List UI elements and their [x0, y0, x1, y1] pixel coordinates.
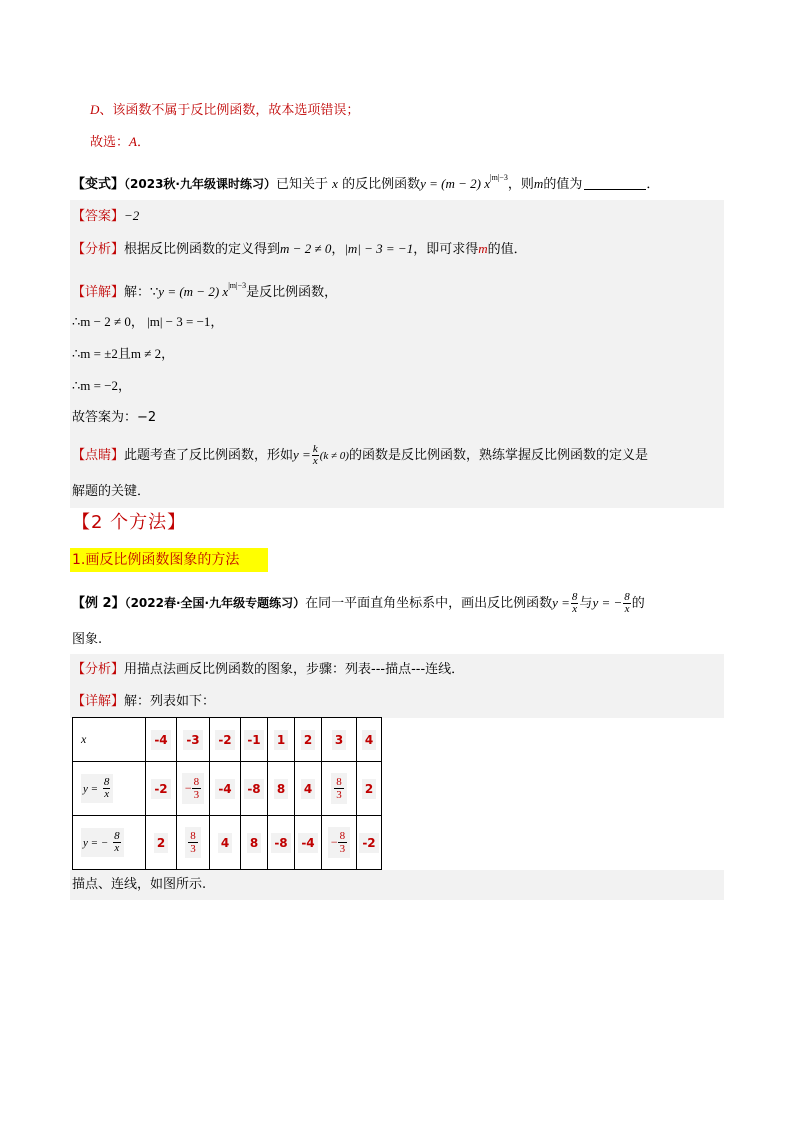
example-f2-num: 8 [624, 591, 630, 603]
table-cell [210, 718, 241, 762]
y2-value-sign: − [330, 835, 338, 849]
variant-var-x: x [332, 176, 338, 191]
final-answer: 故答案为：−2 [72, 410, 157, 425]
analysis-text2: ，即可求得 [413, 242, 479, 257]
analysis-eq2: |m| − 3 = −1 [344, 241, 414, 256]
variant-question [72, 168, 659, 195]
table-cell [177, 718, 210, 762]
x-value: -3 [183, 730, 202, 750]
answer-choice: A [129, 134, 137, 149]
option-d-line [90, 100, 359, 121]
detail-line [72, 276, 337, 303]
example-end1: 的 [631, 596, 645, 611]
point-fraction [312, 444, 319, 467]
y2-value-num: 8 [339, 830, 346, 842]
option-d-label: D [90, 102, 100, 117]
y1-value-sign: − [184, 781, 192, 795]
y2-value-den: 3 [190, 843, 196, 855]
point-den: x [312, 455, 318, 467]
step-2: ∴m = ±2且m ≠ 2， [72, 346, 175, 361]
y2-value: -2 [359, 833, 378, 853]
example-mid: 与 [579, 596, 593, 611]
table-x-label: x [81, 732, 87, 746]
table-cell [177, 762, 210, 816]
answer-prefix: 故选： [90, 135, 130, 150]
y2-label-lhs: y = − [83, 837, 109, 849]
y2-label-box [81, 828, 124, 857]
y2-value-den: 3 [339, 843, 346, 855]
y2-value-fraction-box [328, 827, 350, 858]
variant-text3: ，则 [507, 177, 534, 192]
table-cell [146, 816, 177, 870]
table-cell [357, 762, 382, 816]
analysis-eq1: m − 2 ≠ 0 [280, 241, 332, 256]
y1-value-fraction [334, 776, 344, 801]
variant-text1: 已知关于 [275, 177, 328, 192]
x-value: 1 [274, 730, 288, 750]
y1-label-num: 8 [103, 776, 110, 788]
table-cell [241, 718, 268, 762]
table-cell [210, 762, 241, 816]
variant-exponent: |m|−3 [489, 173, 508, 182]
point-tag: 【点睛】 [72, 448, 125, 463]
y2-value: 4 [218, 833, 232, 853]
detail-formula: y = (m − 2) x [158, 284, 229, 299]
example-f1-fraction [571, 592, 579, 615]
analysis-line [72, 239, 527, 260]
table-cell [295, 762, 322, 816]
analysis-text1: 根据反比例函数的定义得到 [124, 242, 281, 257]
detail-text1: 解：∵ [124, 285, 159, 300]
y2-value: -8 [271, 833, 290, 853]
analysis-tag: 【分析】 [72, 242, 125, 257]
answer-blank [584, 177, 646, 190]
answer-value: −2 [124, 208, 140, 223]
y1-label-fraction [103, 777, 111, 800]
variant-source: （2023秋·九年级课时练习） [124, 177, 276, 191]
section-heading: 【2 个方法】 [72, 512, 187, 533]
y1-value: -4 [215, 779, 234, 799]
y2-label-num: 8 [114, 830, 120, 842]
y1-label-lhs: y = [83, 783, 99, 795]
closing-text: 描点、连线，如图所示. [72, 877, 207, 892]
point-cond: (k ≠ 0) [319, 450, 349, 462]
y2-value-num: 8 [190, 830, 196, 842]
answer-line [72, 206, 139, 227]
table-cell [268, 762, 295, 816]
table-cell [268, 816, 295, 870]
x-value: -1 [244, 730, 263, 750]
detail-tag: 【详解】 [72, 285, 125, 300]
table-cell [146, 762, 177, 816]
variant-var-m: m [533, 176, 544, 191]
y1-value-fraction [192, 776, 202, 801]
example-detail-tag: 【详解】 [72, 694, 125, 709]
analysis-sep: ， [331, 242, 345, 257]
example-question-line2: 图象. [72, 632, 103, 647]
x-value: 4 [362, 730, 376, 750]
y2-value: -4 [298, 833, 317, 853]
example-f2-den: x [624, 603, 630, 615]
example-source: （2022春·全国·九年级专题练习） [124, 596, 306, 610]
y2-value: 2 [154, 833, 168, 853]
table-header-y1 [73, 762, 146, 816]
table-cell [295, 718, 322, 762]
answer-end: ． [136, 135, 150, 150]
variant-end: ． [646, 177, 660, 192]
table-header-x [73, 718, 146, 762]
table-cell [322, 718, 357, 762]
table-cell [357, 718, 382, 762]
y2-value-fraction-box [185, 827, 201, 858]
example-analysis-tag: 【分析】 [72, 662, 125, 677]
point-num: k [312, 443, 318, 455]
y2-label-den: x [114, 842, 120, 854]
table-header-y2 [73, 816, 146, 870]
table-row-y1 [73, 762, 382, 816]
table-row-y2 [73, 816, 382, 870]
step-3: ∴m = −2， [72, 378, 132, 393]
variant-text4: 的值为 [543, 177, 583, 192]
y1-value: -8 [244, 779, 263, 799]
y1-label-den: x [104, 788, 110, 800]
analysis-var: m [478, 241, 488, 256]
table-cell [210, 816, 241, 870]
table-cell [241, 762, 268, 816]
answer-tag: 【答案】 [72, 209, 125, 224]
y1-value: -2 [151, 779, 170, 799]
analysis-text3: 的值． [487, 242, 527, 257]
example-text1: 在同一平面直角坐标系中，画出反比例函数 [305, 596, 553, 611]
detail-exponent: |m|−3 [228, 281, 247, 290]
y1-value-den: 3 [336, 789, 342, 801]
table-cell [357, 816, 382, 870]
variant-tag: 【变式】 [72, 177, 125, 192]
y2-value-fraction [188, 830, 198, 855]
y1-label-box [81, 774, 113, 803]
table-cell [268, 718, 295, 762]
table-cell [295, 816, 322, 870]
table-row-x [73, 718, 382, 762]
y1-value: 4 [301, 779, 315, 799]
y2-value-fraction [338, 830, 348, 855]
point-text2: 的函数是反比例函数，熟练掌握反比例函数的定义是 [348, 448, 648, 463]
y1-value-num: 8 [193, 776, 200, 788]
example-analysis-text: 用描点法画反比例函数的图象，步骤：列表---描点---连线． [124, 662, 465, 677]
variant-text2: 的反比例函数 [342, 177, 421, 192]
detail-text2: 是反比例函数， [246, 285, 338, 300]
answer-choice-line [90, 132, 150, 153]
point-line-2: 解题的关键． [72, 484, 151, 499]
variant-formula: y = (m − 2) x [420, 176, 490, 191]
table-cell [322, 762, 357, 816]
x-value: -4 [151, 730, 170, 750]
y1-value-fraction-box [331, 773, 347, 804]
y2-value: 8 [247, 833, 261, 853]
example-detail-line [72, 692, 215, 712]
option-d-text: 、该函数不属于反比例函数，故本选项错误； [99, 103, 360, 118]
step-1: ∴m − 2 ≠ 0， |m| − 3 = −1， [72, 314, 224, 329]
y1-value: 8 [274, 779, 288, 799]
y1-value: 2 [362, 779, 376, 799]
point-text1: 此题考查了反比例函数，形如 [124, 448, 294, 463]
example-f1-lhs: y = [552, 595, 570, 610]
table-cell [241, 816, 268, 870]
y1-value-fraction-box [182, 773, 204, 804]
example-f2-lhs: y = − [592, 595, 623, 610]
value-table [72, 717, 382, 870]
example-f1-den: x [572, 603, 578, 615]
table-cell [146, 718, 177, 762]
example-tag: 【例 2】 [72, 596, 125, 611]
x-value: -2 [215, 730, 234, 750]
method-title: 1.画反比例函数图象的方法 [72, 552, 240, 568]
point-line [72, 444, 648, 467]
example-question [72, 592, 645, 615]
example-analysis-line [72, 660, 464, 680]
x-value: 3 [332, 730, 346, 750]
table-cell [177, 816, 210, 870]
example-f1-num: 8 [571, 591, 578, 603]
y1-value-num: 8 [336, 776, 342, 788]
x-value: 2 [301, 730, 315, 750]
table-cell [322, 816, 357, 870]
point-formula-lhs: y = [293, 447, 311, 462]
example-f2-fraction [623, 592, 631, 615]
example-detail-text: 解：列表如下： [124, 694, 216, 709]
y1-value-den: 3 [193, 789, 200, 801]
y2-label-fraction [113, 831, 121, 854]
